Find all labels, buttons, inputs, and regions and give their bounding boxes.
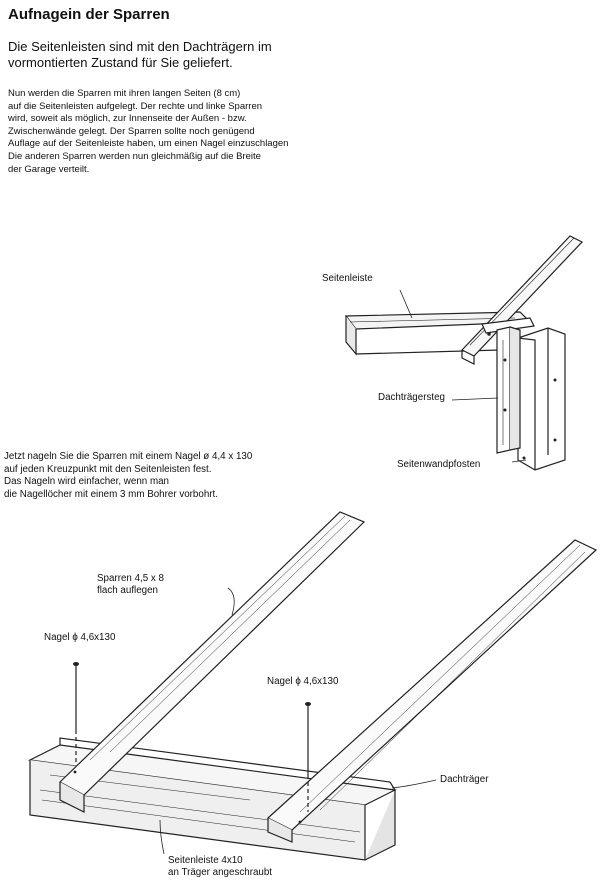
nailing-line: auf jeden Kreuzpunkt mit den Seitenleisten fest. [4,463,212,475]
instruction-line: Auflage auf der Seitenleiste haben, um einen Nagel einzuschlagen [8,138,289,150]
instruction-line: der Garage verteilt. [8,163,90,175]
intro-line: Die Seitenleisten sind mit den Dachträgern im [8,39,272,54]
nailing-line: Jetzt nageln Sie die Sparren mit einem Nagel ø 4,4 x 130 [4,451,253,462]
label-nagel-right: Nagel ϕ 4,6x130 [267,676,339,687]
label-seitenwandpfosten: Seitenwandpfosten [397,459,481,470]
instruction-line: wird, soweit als möglich, zur Innenseite der Außen - bzw. [8,113,247,125]
nailing-line: Das Nageln wird einfacher, wenn man [4,476,170,487]
label-nagel-left: Nagel ϕ 4,6x130 [44,632,116,643]
page-title: Aufnagein der Sparren [8,6,170,23]
intro-line: vormontierten Zustand für Sie geliefert. [8,55,233,70]
nailing-line: die Nagellöcher mit einem 3 mm Bohrer vorbohrt. [4,488,218,500]
instruction-line: Die anderen Sparren werden nun gleichmäßig auf die Breite [8,150,261,162]
instruction-line: Nun werden die Sparren mit ihren langen Seiten (8 cm) [8,88,241,99]
label-sparren-note: flach auflegen [97,585,159,596]
label-seitenleiste: Seitenleiste [322,273,373,284]
instruction-line: Zwischenwände gelegt. Der Sparren sollte noch genügend [8,125,255,137]
label-sparren: Sparren 4,5 x 8 [97,573,164,584]
label-seitenleiste-main: Seitenleiste 4x10 [168,855,243,866]
label-dachtraeger: Dachträger [440,774,489,785]
label-seitenleiste-note: an Träger angeschraubt [168,867,273,878]
instruction-line: auf die Seitenleisten aufgelegt. Der rechte und linke Sparren [8,100,263,112]
label-dachtraegersteg: Dachträgersteg [378,392,445,403]
